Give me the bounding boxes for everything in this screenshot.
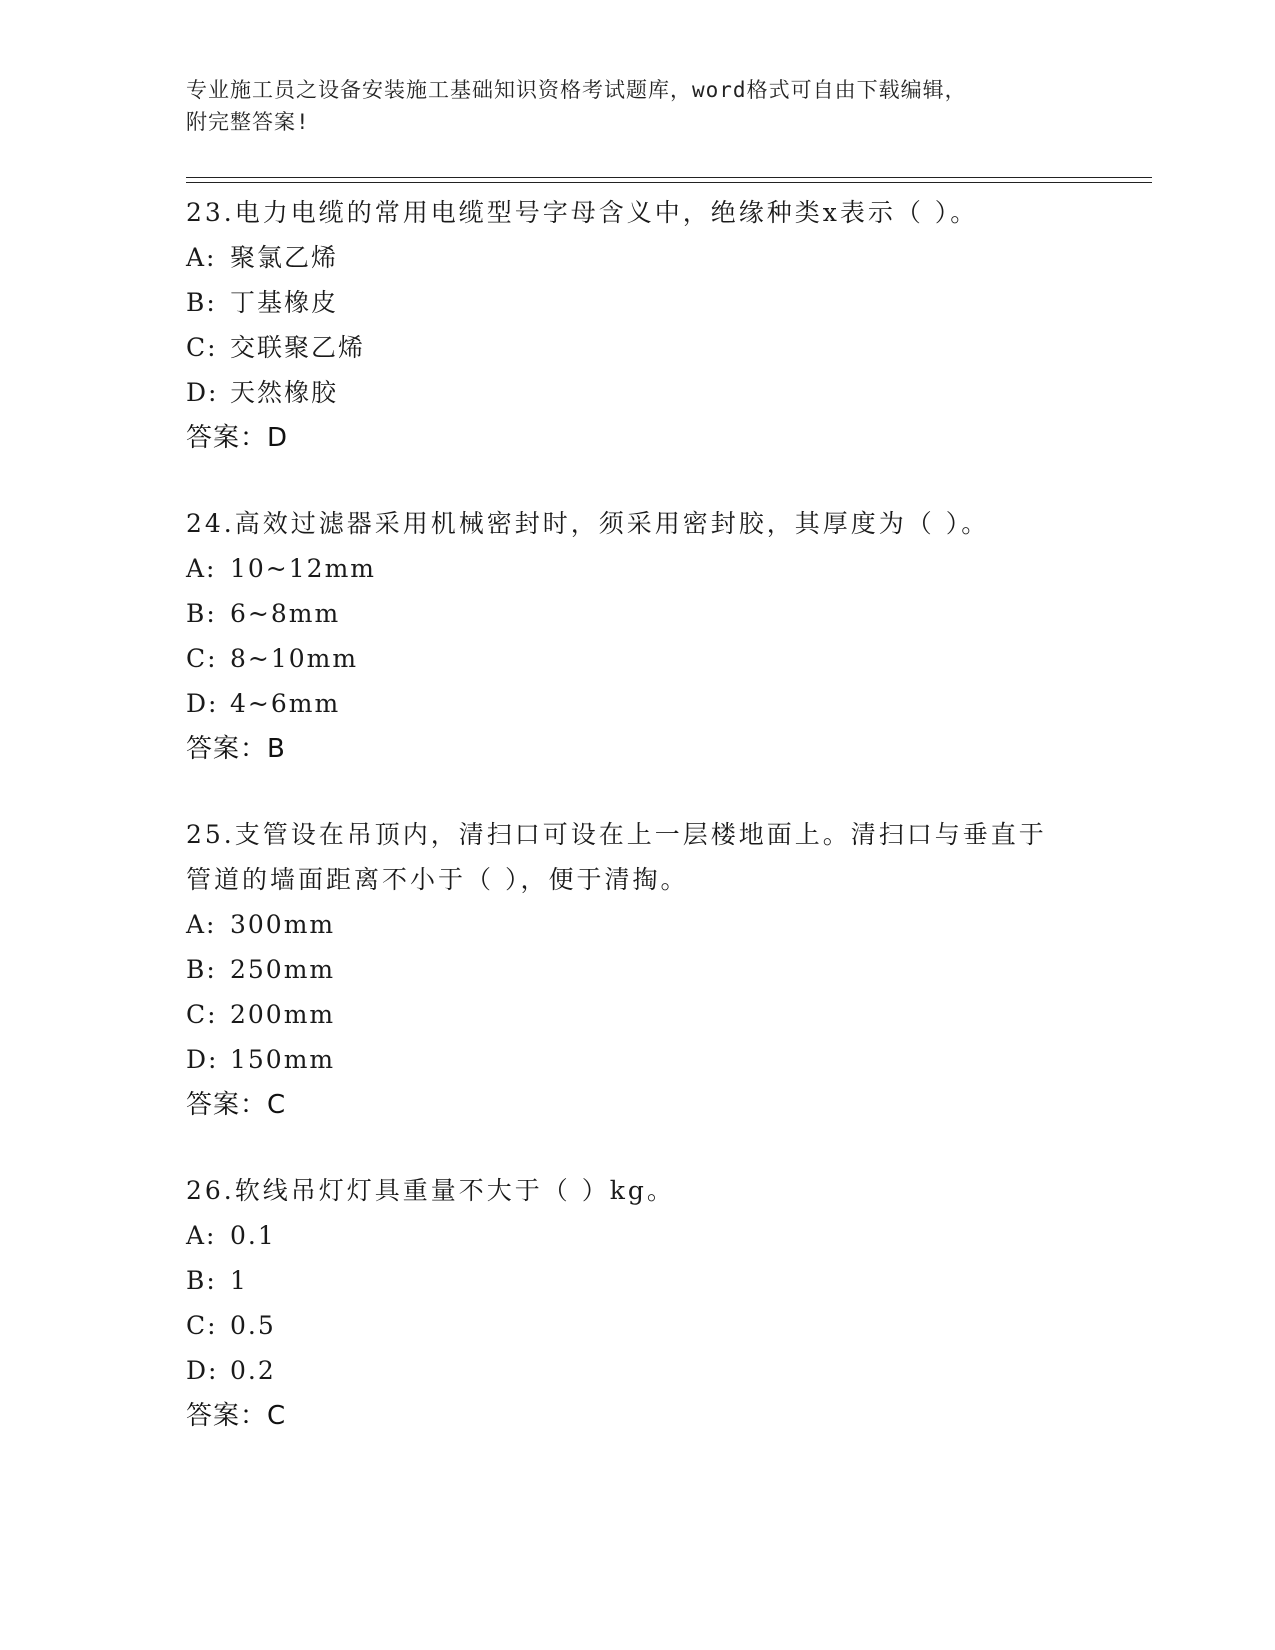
question-stem-line: 管道的墙面距离不小于（ ），便于清掏。 xyxy=(186,865,689,894)
question-stem-line: 26.软线吊灯灯具重量不大于（ ）kg。 xyxy=(186,1176,675,1205)
question-23 xyxy=(186,190,1152,461)
option-letter: A: xyxy=(186,554,217,583)
answer-line: 答案：D xyxy=(186,423,289,453)
header-divider-top xyxy=(186,177,1152,178)
option-letter: A: xyxy=(186,910,217,939)
option-text: 4~6mm xyxy=(230,689,341,718)
option-letter: C: xyxy=(186,333,218,362)
option-text: 1 xyxy=(230,1266,248,1295)
option-letter: A: xyxy=(186,1221,217,1250)
option-letter: B: xyxy=(186,288,217,317)
option-d xyxy=(186,681,1152,726)
option-a xyxy=(186,902,1152,947)
answer-line: 答案：C xyxy=(186,1401,287,1431)
option-b xyxy=(186,1258,1152,1303)
question-stem-line: 24.高效过滤器采用机械密封时，须采用密封胶，其厚度为（ ）。 xyxy=(186,509,990,538)
option-text: 聚氯乙烯 xyxy=(230,243,339,272)
option-text: 0.5 xyxy=(230,1311,276,1340)
option-letter: B: xyxy=(186,599,217,628)
question-list xyxy=(186,190,1152,1439)
question-25 xyxy=(186,812,1152,1128)
option-d xyxy=(186,1037,1152,1082)
question-stem xyxy=(186,501,1086,546)
option-text: 丁基橡皮 xyxy=(230,288,339,317)
option-letter: C: xyxy=(186,1000,218,1029)
option-letter: A: xyxy=(186,243,217,272)
question-stem-line: 25.支管设在吊顶内，清扫口可设在上一层楼地面上。清扫口与垂直于 xyxy=(186,820,1047,849)
option-b xyxy=(186,280,1152,325)
option-c xyxy=(186,1303,1152,1348)
option-letter: D: xyxy=(186,378,219,407)
option-c xyxy=(186,325,1152,370)
option-text: 6~8mm xyxy=(230,599,341,628)
question-24 xyxy=(186,501,1152,772)
option-c xyxy=(186,636,1152,681)
question-stem xyxy=(186,190,1086,235)
question-stem xyxy=(186,1168,1086,1213)
option-letter: C: xyxy=(186,1311,218,1340)
question-stem-line: 23.电力电缆的常用电缆型号字母含义中，绝缘种类x表示（ ）。 xyxy=(186,198,979,227)
option-letter: D: xyxy=(186,689,219,718)
option-letter: B: xyxy=(186,955,217,984)
option-a xyxy=(186,1213,1152,1258)
answer-line: 答案：C xyxy=(186,1090,287,1120)
option-text: 0.2 xyxy=(230,1356,276,1385)
option-text: 8~10mm xyxy=(230,644,359,673)
header-line-1: 专业施工员之设备安装施工基础知识资格考试题库，word格式可自由下载编辑， xyxy=(186,78,967,102)
option-letter: B: xyxy=(186,1266,217,1295)
question-stem xyxy=(186,812,1086,902)
option-text: 交联聚乙烯 xyxy=(230,333,366,362)
answer-line: 答案：B xyxy=(186,734,286,764)
option-text: 天然橡胶 xyxy=(230,378,339,407)
option-letter: D: xyxy=(186,1356,219,1385)
option-text: 10~12mm xyxy=(230,554,376,583)
option-letter: C: xyxy=(186,644,218,673)
option-text: 250mm xyxy=(230,955,336,984)
question-26 xyxy=(186,1168,1152,1439)
option-letter: D: xyxy=(186,1045,219,1074)
option-a xyxy=(186,235,1152,280)
document-header xyxy=(186,74,1086,138)
option-b xyxy=(186,947,1152,992)
header-divider-bottom xyxy=(186,182,1152,183)
option-text: 0.1 xyxy=(230,1221,276,1250)
option-d xyxy=(186,1348,1152,1393)
option-text: 150mm xyxy=(230,1045,336,1074)
option-d xyxy=(186,370,1152,415)
option-text: 300mm xyxy=(230,910,336,939)
header-line-2: 附完整答案! xyxy=(186,110,310,134)
option-text: 200mm xyxy=(230,1000,336,1029)
option-b xyxy=(186,591,1152,636)
option-c xyxy=(186,992,1152,1037)
option-a xyxy=(186,546,1152,591)
